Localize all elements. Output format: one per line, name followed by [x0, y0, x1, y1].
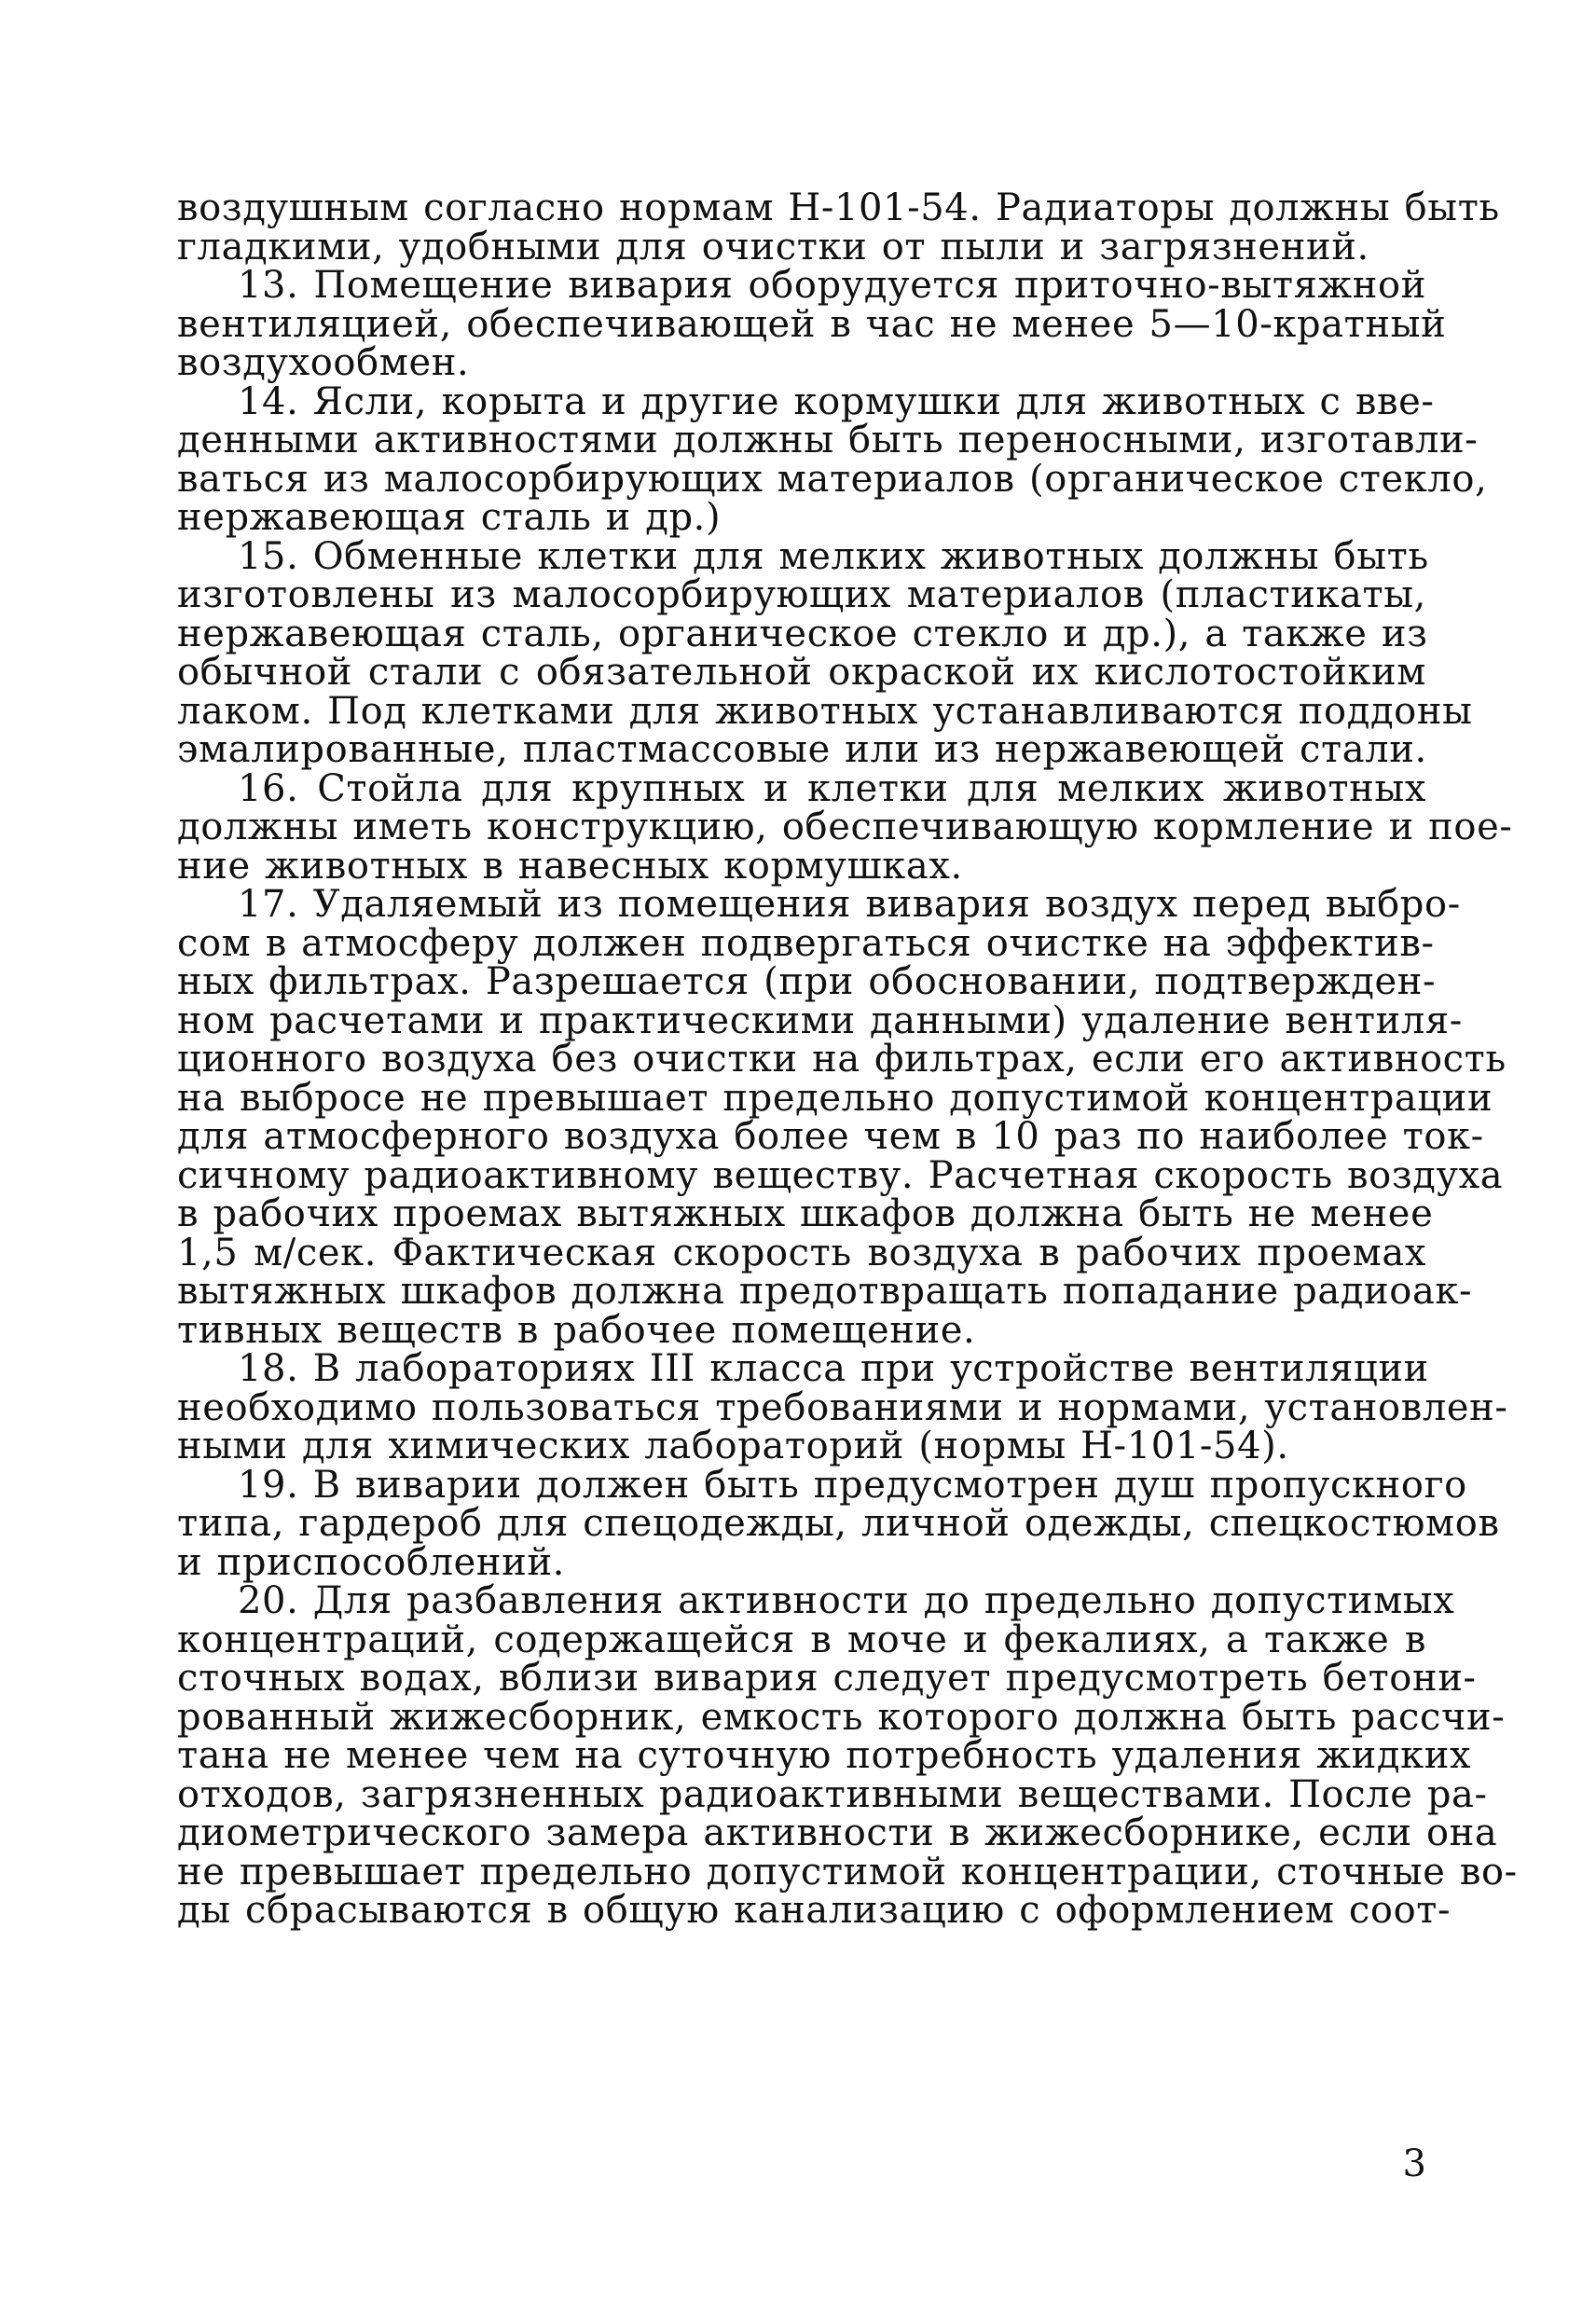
paragraph-13-start: 13. Помещение вивария оборудуется приточно-вытяжной: [238, 264, 1426, 307]
text-line: обычной стали с обязательной окраской их кислотостойким: [177, 651, 1426, 694]
text-line: 1,5 м/сек. Фактическая скорость воздуха в рабочих проемах: [177, 1231, 1426, 1274]
paragraph-14-start: 14. Ясли, корыта и другие кормушки для животных с вве-: [238, 379, 1435, 423]
paragraph-15-start: 15. Обменные клетки для мелких животных должны быть: [238, 534, 1429, 578]
text-line: эмалированные, пластмассовые или из нержавеющей стали.: [177, 728, 1427, 771]
text-line: ном расчетами и практическими данными) удаление вентиля-: [177, 999, 1463, 1042]
body-text: [177, 186, 1518, 1932]
text-line: на выбросе не превышает предельно допустимой концентрации: [177, 1076, 1493, 1120]
text-line: нержавеющая сталь, органическое стекло и др.), а также из: [177, 612, 1428, 655]
text-line: концентраций, содержащейся в моче и фекалиях, а также в: [177, 1618, 1426, 1661]
text-line: не превышает предельно допустимой концентрации, сточные во-: [177, 1850, 1518, 1894]
text-line: сичному радиоактивному веществу. Расчетная скорость воздуха: [177, 1153, 1504, 1197]
text-line: ных фильтрах. Разрешается (при обосновании, подтвержден-: [177, 960, 1437, 1003]
paragraph-19-start: 19. В виварии должен быть предусмотрен душ пропускного: [238, 1463, 1467, 1507]
text-line: ными для химических лабораторий (нормы Н-101-54).: [177, 1425, 1289, 1467]
text-line: ды сбрасываются в общую канализацию с оформлением соот-: [177, 1889, 1452, 1932]
text-line: типа, гардероб для спецодежды, личной одежды, спецкостюмов: [177, 1502, 1500, 1545]
text-line: воздушным согласно нормам Н-101-54. Радиаторы должны быть: [177, 186, 1500, 229]
text-line: должны иметь конструкцию, обеспечивающую кормление и пое-: [177, 806, 1513, 848]
text-line: денными активностями должны быть переносными, изготавли-: [177, 419, 1479, 461]
text-line: ваться из малосорбирующих материалов (органическое стекло,: [177, 457, 1488, 501]
text-line: нержавеющая сталь и др.): [177, 496, 722, 539]
paragraph-16-start: 16. Стойла для крупных и клетки для мелких животных: [238, 766, 1426, 810]
text-line: тивных веществ в рабочее помещение.: [177, 1308, 976, 1352]
paragraph-20-start: 20. Для разбавления активности до предельно допустимых: [238, 1579, 1455, 1622]
text-line: гладкими, удобными для очистки от пыли и загрязнений.: [177, 225, 1369, 269]
text-line: вытяжных шкафов должна предотвращать попадание радиоак-: [177, 1270, 1473, 1313]
text-line: отходов, загрязненных радиоактивными веществами. После ра-: [177, 1772, 1488, 1816]
text-line: ционного воздуха без очистки на фильтрах, если его активность: [177, 1038, 1507, 1081]
text-line: в рабочих проемах вытяжных шкафов должна быть не менее: [177, 1192, 1434, 1235]
text-line: и приспособлений.: [177, 1540, 565, 1584]
text-line: тана не менее чем на суточную потребность удаления жидких: [177, 1734, 1472, 1777]
page-number: 3: [1402, 2142, 1426, 2185]
text-line: изготовлены из малосорбирующих материалов (пластикаты,: [177, 573, 1426, 616]
text-line: лаком. Под клетками для животных устанавливаются поддоны: [177, 689, 1473, 733]
text-line: рованный жижесборник, емкость которого должна быть рассчи-: [177, 1695, 1506, 1739]
text-line: ние животных в навесных кормушках.: [177, 844, 963, 888]
text-line: сточных водах, вблизи вивария следует предусмотреть бетони-: [177, 1657, 1477, 1700]
text-line: воздухообмен.: [177, 341, 470, 384]
text-line: сом в атмосферу должен подвергаться очистке на эффектив-: [177, 921, 1435, 965]
text-line: необходимо пользоваться требованиями и нормами, установлен-: [177, 1385, 1508, 1429]
text-line: диометрического замера активности в жижесборнике, если она: [177, 1811, 1498, 1854]
text-line: вентиляцией, обеспечивающей в час не менее 5—10-кратный: [177, 302, 1447, 346]
paragraph-18-start: 18. В лабораториях III класса при устройстве вентиляции: [238, 1347, 1429, 1390]
text-line: для атмосферного воздуха более чем в 10 раз по наиболее ток-: [177, 1115, 1484, 1158]
paragraph-17-start: 17. Удаляемый из помещения вивария воздух перед выбро-: [238, 883, 1461, 926]
